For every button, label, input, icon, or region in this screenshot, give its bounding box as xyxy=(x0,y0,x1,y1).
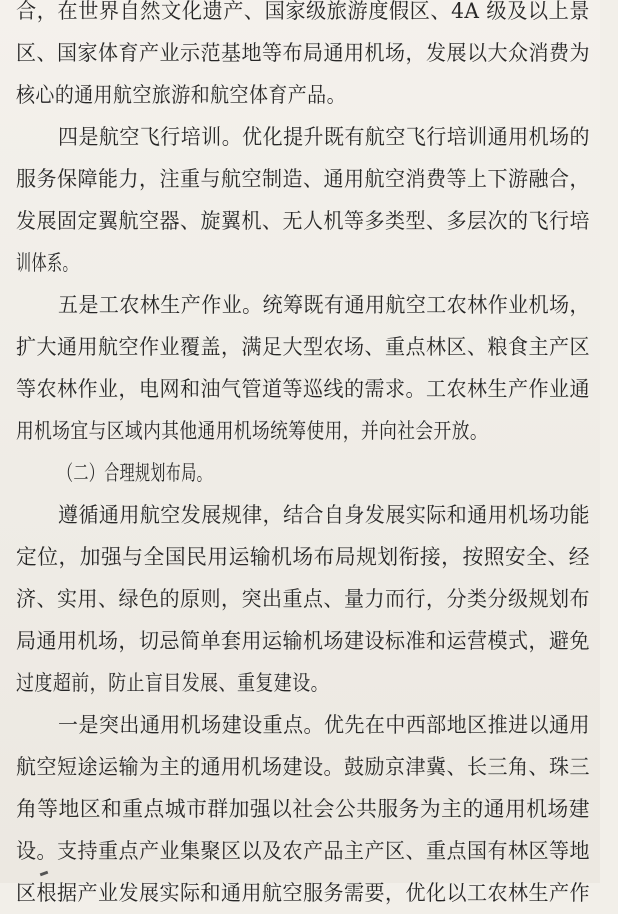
line-text: 扩大通用航空作业覆盖，满足大型农场、重点林区、粮食主产区 xyxy=(16,335,591,359)
text-line xyxy=(0,872,600,914)
line-text: 区、国家体育产业示范基地等布局通用机场，发展以大众消费为 xyxy=(16,41,591,65)
text-line xyxy=(0,452,600,494)
text-line xyxy=(0,578,600,620)
text-line xyxy=(0,620,600,662)
line-text: 四是航空飞行培训。优化提升既有航空飞行培训通用机场的 xyxy=(58,125,591,149)
line-text: 服务保障能力，注重与航空制造、通用航空消费等上下游融合， xyxy=(16,167,591,191)
line-text: 设。支持重点产业集聚区以及农产品主产区、重点国有林区等地 xyxy=(16,839,591,863)
line-text: 局通用机场，切忌简单套用运输机场建设标准和运营模式，避免 xyxy=(16,629,591,653)
text-line xyxy=(0,746,600,788)
text-line xyxy=(0,0,600,32)
text-line xyxy=(0,116,600,158)
text-line xyxy=(0,74,600,116)
line-text: 合，在世界自然文化遗产、国家级旅游度假区、4A 级及以上景 xyxy=(16,0,591,23)
text-line xyxy=(0,284,600,326)
text-line xyxy=(0,704,600,746)
text-line xyxy=(0,536,600,578)
text-line xyxy=(0,326,600,368)
text-line xyxy=(0,830,600,872)
line-text: 遵循通用航空发展规律，结合自身发展实际和通用机场功能 xyxy=(58,503,591,527)
line-text: 济、实用、绿色的原则，突出重点、量力而行，分类分级规划布 xyxy=(16,587,591,611)
line-text: 训体系。 xyxy=(16,251,78,275)
text-line xyxy=(0,368,600,410)
line-text: （二）合理规划布局。 xyxy=(58,461,213,485)
line-text: 一是突出通用机场建设重点。优先在中西部地区推进以通用 xyxy=(58,713,591,737)
text-line xyxy=(0,242,600,284)
text-line xyxy=(0,494,600,536)
text-line xyxy=(0,788,600,830)
line-text: 定位，加强与全国民用运输机场布局规划衔接，按照安全、经 xyxy=(16,545,590,569)
line-text: 用机场宜与区域内其他通用机场统筹使用，并向社会开放。 xyxy=(16,419,489,443)
line-text: 核心的通用航空旅游和航空体育产品。 xyxy=(16,83,347,107)
text-line xyxy=(0,32,600,74)
text-line xyxy=(0,410,600,452)
line-text: 五是工农林生产作业。统筹既有通用航空工农林作业机场， xyxy=(58,293,591,317)
line-text: 航空短途运输为主的通用机场建设。鼓励京津冀、长三角、珠三 xyxy=(16,755,591,779)
line-text: 区根据产业发展实际和通用航空服务需要，优化以工农林生产作 xyxy=(16,881,591,905)
text-line xyxy=(0,200,600,242)
line-text: 过度超前，防止盲目发展、重复建设。 xyxy=(16,671,330,695)
line-text: 角等地区和重点城市群加强以社会公共服务为主的通用机场建 xyxy=(16,797,590,821)
text-line xyxy=(0,158,600,200)
line-text: 发展固定翼航空器、旋翼机、无人机等多类型、多层次的飞行培 xyxy=(16,209,591,233)
line-text: 等农林作业，电网和油气管道等巡线的需求。工农林生产作业通 xyxy=(16,377,591,401)
text-line xyxy=(0,662,600,704)
